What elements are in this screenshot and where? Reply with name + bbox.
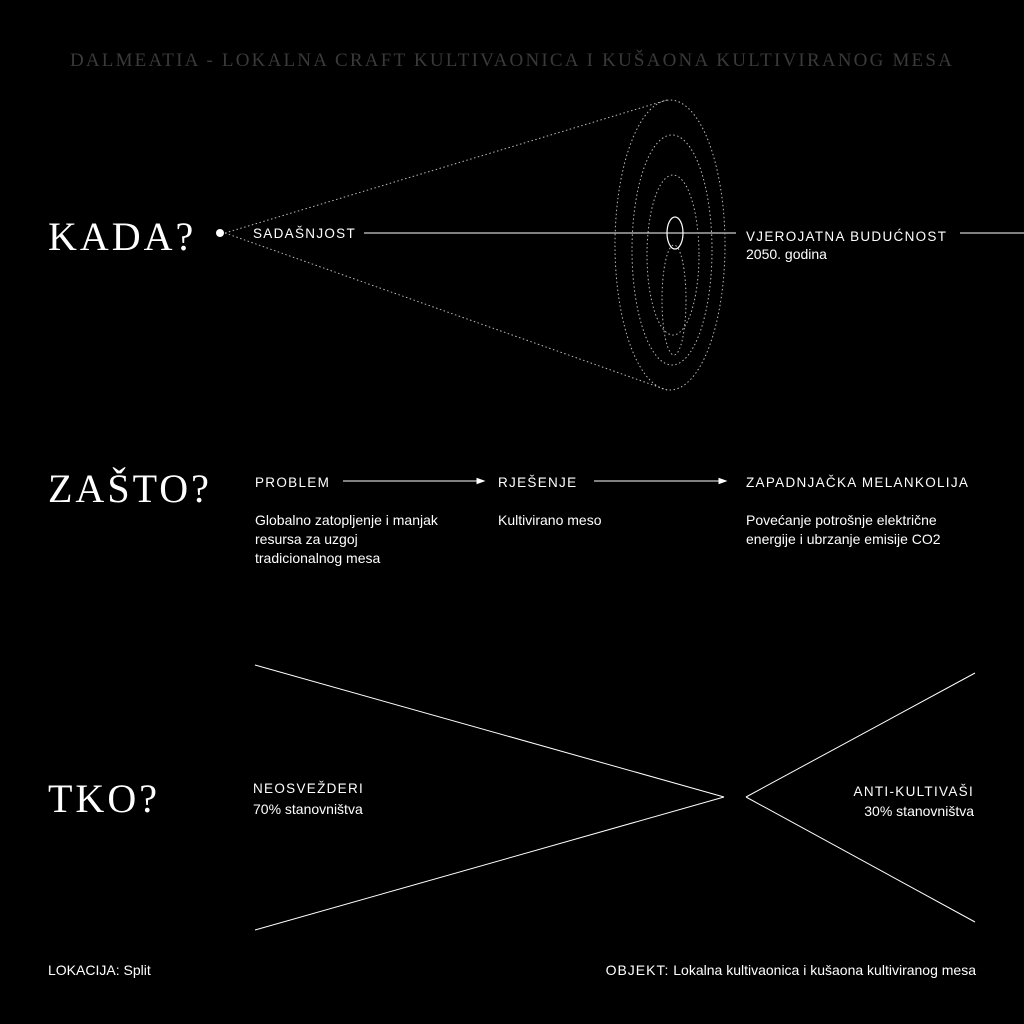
- footer-object: [606, 962, 976, 978]
- page-title: DALMEATIA - LOKALNA CRAFT KULTIVAONICA I KUŠAONA KULTIVIRANOG MESA: [69, 50, 955, 71]
- object-label: OBJEKT:: [605, 962, 670, 978]
- group-left-title: NEOSVEŽDERI: [253, 781, 365, 796]
- object-value: Lokalna kultivaonica i kušaona kultiviranog mesa: [673, 962, 976, 978]
- step-solution-title: RJEŠENJE: [498, 475, 578, 490]
- group-right-title: ANTI-KULTIVAŠI: [853, 784, 974, 799]
- step-melancholy-title: ZAPADNJAČKA MELANKOLIJA: [746, 475, 970, 490]
- group-left-share: 70% stanovništva: [253, 801, 363, 817]
- present-label: SADAŠNJOST: [253, 226, 357, 241]
- future-cone: [225, 100, 725, 390]
- future-year: 2050. godina: [746, 246, 827, 262]
- tko-heading: TKO?: [48, 776, 160, 821]
- kada-heading: KADA?: [48, 214, 197, 259]
- future-label: VJEROJATNA BUDUĆNOST: [746, 229, 948, 244]
- step-problem-text: Globalno zatopljenje i manjak resursa za uzgoj tradicionalnog mesa: [255, 512, 438, 566]
- zasto-heading: ZAŠTO?: [48, 466, 212, 511]
- group-right-share: 30% stanovništva: [864, 803, 974, 819]
- location-label: LOKACIJA:: [48, 962, 120, 978]
- location-value: Split: [123, 962, 151, 978]
- step-solution-text: Kultivirano meso: [498, 512, 602, 528]
- footer-location: [48, 962, 151, 978]
- step-problem-title: PROBLEM: [255, 475, 331, 490]
- step-melancholy-text: Povećanje potrošnje električne energije i ubrzanje emisije CO2: [746, 512, 941, 547]
